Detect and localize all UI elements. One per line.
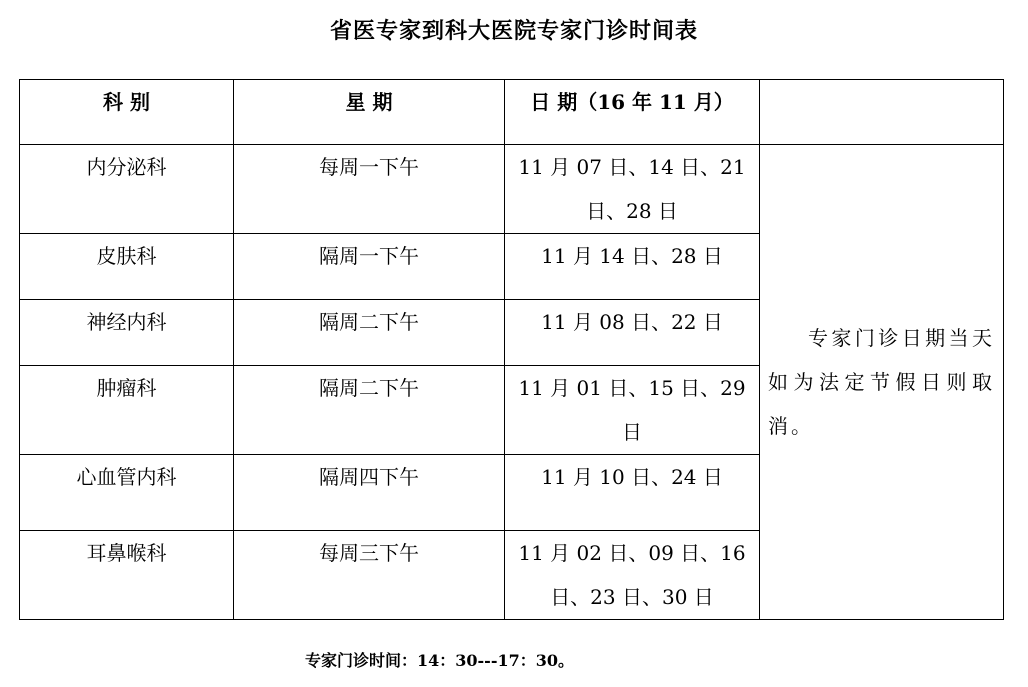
table-header-row	[20, 80, 1004, 145]
date-cell: 11 月 08 日、22 日	[505, 300, 760, 366]
weekday-cell: 隔周四下午	[234, 455, 505, 531]
header-weekday: 星 期	[234, 80, 505, 145]
weekday-cell: 隔周二下午	[234, 300, 505, 366]
note-cell	[760, 145, 1004, 620]
department-cell: 皮肤科	[20, 234, 234, 300]
schedule-table	[19, 79, 1004, 620]
header-date: 日 期（16 年 11 月）	[505, 80, 760, 145]
header-note	[760, 80, 1004, 145]
department-cell: 内分泌科	[20, 145, 234, 234]
department-cell: 肿瘤科	[20, 366, 234, 455]
weekday-cell: 每周一下午	[234, 145, 505, 234]
department-cell: 神经内科	[20, 300, 234, 366]
date-cell: 11 月 02 日、09 日、16 日、23 日、30 日	[505, 531, 760, 620]
weekday-cell: 隔周二下午	[234, 366, 505, 455]
weekday-cell: 每周三下午	[234, 531, 505, 620]
date-cell: 11 月 01 日、15 日、29 日	[505, 366, 760, 455]
clinic-hours-note: 专家门诊时间：14：30---17：30。	[305, 651, 574, 670]
department-cell: 心血管内科	[20, 455, 234, 531]
date-cell: 11 月 10 日、24 日	[505, 455, 760, 531]
table-row	[20, 145, 1004, 234]
header-department: 科 别	[20, 80, 234, 145]
department-cell: 耳鼻喉科	[20, 531, 234, 620]
note-text: 专家门诊日期当天如为法定节假日则取消。	[768, 326, 995, 438]
weekday-cell: 隔周一下午	[234, 234, 505, 300]
date-cell: 11 月 14 日、28 日	[505, 234, 760, 300]
date-cell: 11 月 07 日、14 日、21 日、28 日	[505, 145, 760, 234]
page-title: 省医专家到科大医院专家门诊时间表	[329, 18, 698, 44]
